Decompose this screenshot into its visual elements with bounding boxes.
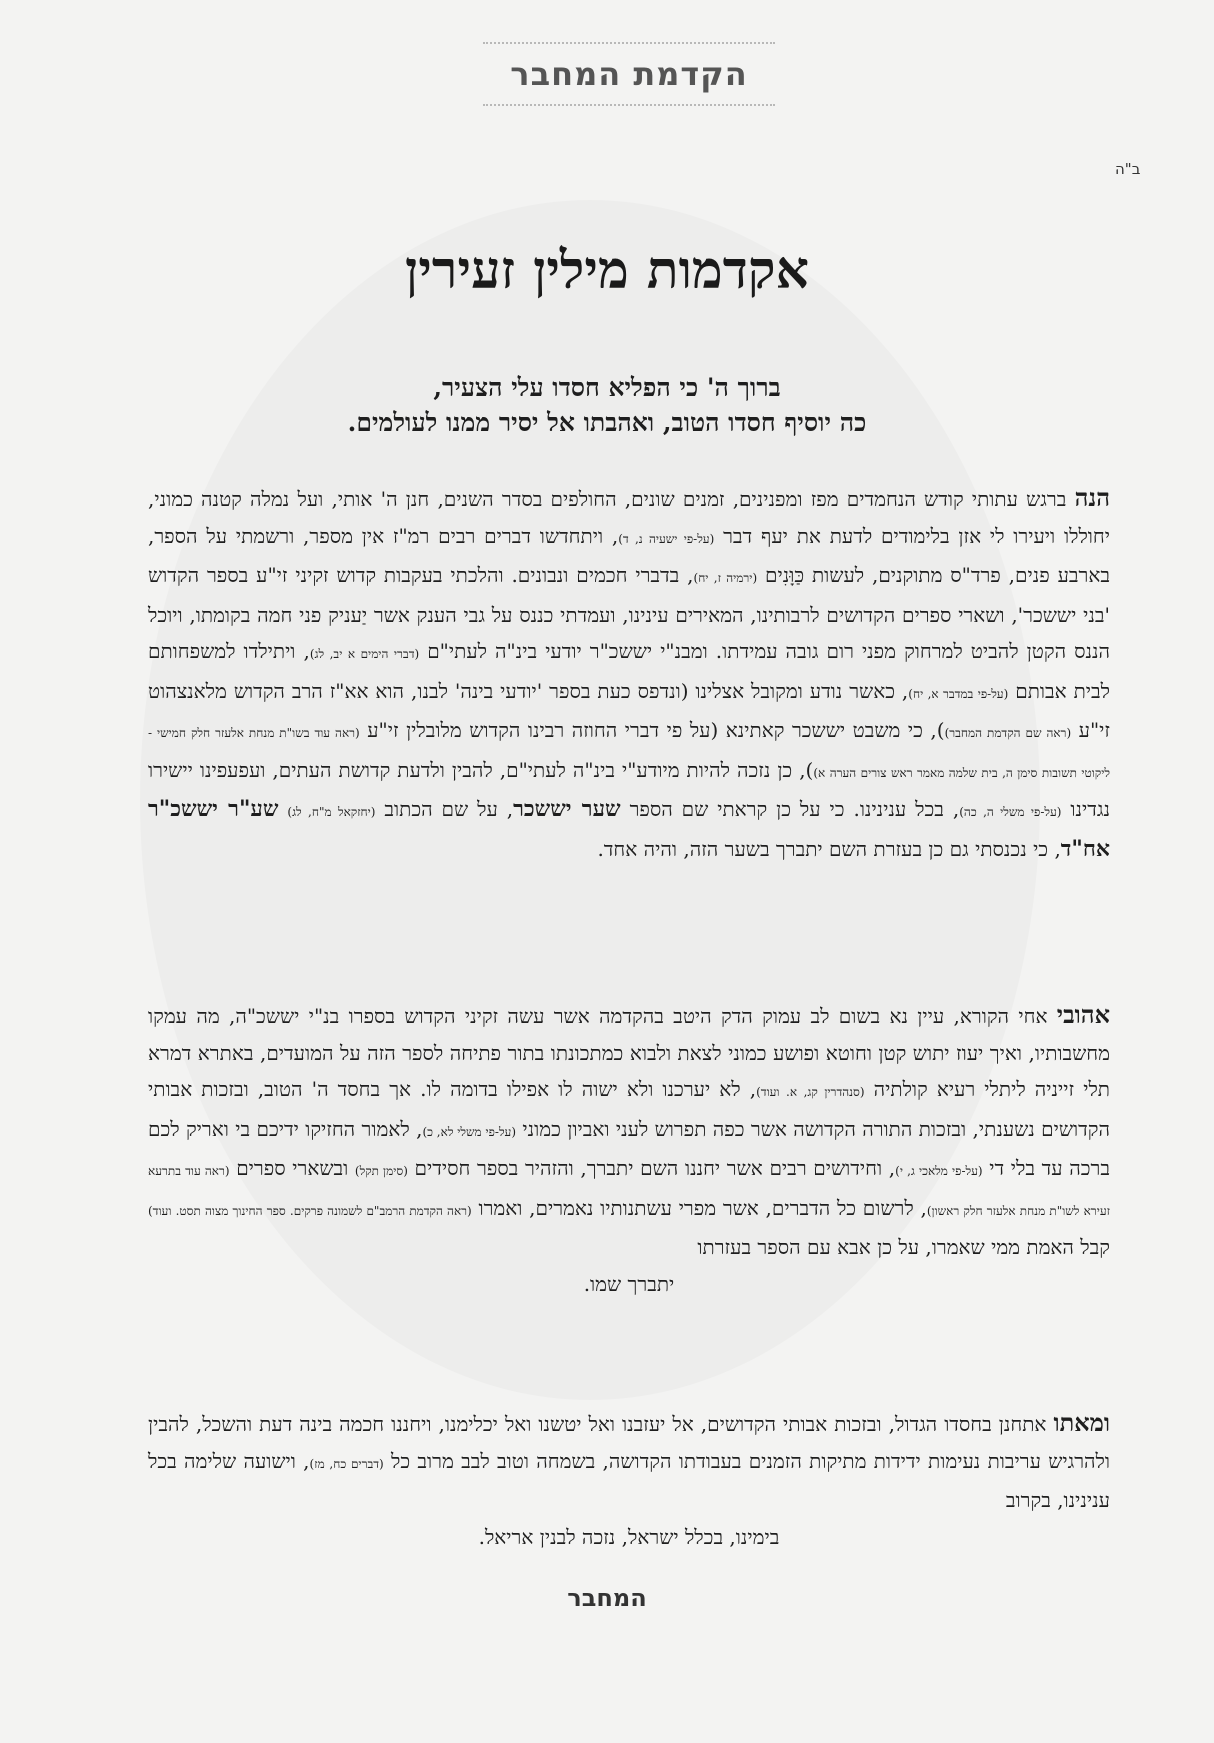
source-citation: (דברי הימים א יב, לג) [309,647,420,661]
corner-mark: ב"ה [1115,160,1141,178]
source-citation: (על-פי במדבר א, יח) [908,686,1009,701]
body-text: , לאמור החזיקו ידיכם בי ואריק לכם ברכה עד בלי די [148,1116,1111,1180]
closing-line: בימינו, בכלל ישראל, נזכה לבנין אריאל. [478,1524,780,1549]
page-title: אקדמות מילין זעירין [405,240,809,301]
body-text: , בכל ענינינו. כי על כן קראתי שם הספר [620,797,960,821]
body-text: ובשארי ספרים [229,1156,355,1180]
body-text: , בדברי חכמים ונבונים. והלכתי בעקבות קדוש זקיני זי"ע בספר הקדוש 'בני יששכר', ושארי ספרים הקדושים לרבותינו, המאירים עינינו, ועמדתי כננס על גבי הענק אשר יַעניק פני חמה בקומתו, ויוכל הננס הקטן להביט למרחוק מפני רום גובה עמידתו. ומבנ"י יששכ"ר יודעי בינ"ה לעתי"ם [148,563,1111,663]
body-text: , ויתילדו למשפחותם לבית אבותם [148,639,1111,703]
body-text: , ויתחדשו דברים רבים רמ"ז אין מספר, ורשמתי על הספר, בארבע פנים, פרד"ס מתוקנים, לעשות כַּוָּנִים [148,523,1110,587]
body-text: , לרשום כל הדברים, אשר מפרי עשתנותיו נאמרים, ואמרו [471,1195,927,1220]
paragraph-1 [148,480,1110,867]
body-text: , וחידושים רבים אשר יחננו השם יתברך, והזהיר בספר חסידים [407,1156,896,1180]
body-text: , לא יערכנו ולא ישוה לו אפילו בדומה לו. אך בחסד ה' הטוב, ובזכות אבותי הקדושים נשענתי, ובזכות התורה הקדושה אשר כפה תפרוש לעני ואביון כמוני [148,1077,1110,1141]
body-text: אתחנן בחסדו הגדול, ובזכות אבותי הקדושים, אל יעזבנו ואל יטשנו ואל יכלימנו, ויחננו חכמה בינה דעת והשכל, להבין ולהרגיש עריבות נעימות ידידות מתיקות הזמנים בעבודתו הקדושה, בשמחה וטוב לבב מרוב כל [148,1412,1110,1473]
opening-verse [0,370,1214,440]
source-citation: (על-פי ישעיה נ, ד) [618,531,715,546]
paragraph-lead-word: הנה [1074,483,1110,512]
body-text: קבל האמת ממי שאמרו, על כן אבא עם הספר בעזרתו [697,1235,1110,1259]
source-citation: (יחזקאל מ"ח, לג) [287,805,376,819]
source-citation: (ראה הקדמת הרמב"ם לשמונה פרקים. ספר החינוך מצוה תסט. ועוד) [148,1203,472,1218]
body-text: אחי הקורא, עיין נא בשום לב עמוק הדק היטב בהקדמה אשר עשה זקיני הקדוש בספרו בנ"י יששכ"ה, מה עמקו מחשבותיו, ואיך יעוז יתוש קטן וחוטא ופושע כמוני לצאת ולבוא כמתכונתו בתור פתיחה לספר הזה על המועדים, באתרא דמרא תלי זייניה ליתלי רעיא קולתיה [148,1004,1110,1101]
source-citation: (ראה עוד בשו"ת מנחת אלעזר חלק חמישי - ליקוטי תשובות סימן ה, בית שלמה מאמר ראש צורים הערה א) [148,726,1110,780]
body-text: , כאשר נודע ומקובל אצלינו (ונדפס כעת בספר 'יודעי בינה' לבנו, הוא אא"ז הרב הקדוש מלאנצהוט זי"ע [148,678,1110,742]
emphasized-text: שע"ר יששכ"ר [148,796,279,822]
source-citation: (סנהדרין קג, א. ועוד) [756,1085,865,1099]
author-signature: המחבר [567,1584,647,1612]
body-text: , על שם הכתוב [375,797,514,821]
body-text: ), כי משבט יששכר קאתינא (על פי דברי החוזה רבינו הקדוש מלובלין זי"ע [359,718,945,742]
source-citation: (ראה עוד בתרעא זעירא לשו"ת מנחת אלעזר חלק ראשון) [148,1164,1110,1218]
paragraph-lead-word: אהובי [1056,1000,1110,1029]
emphasized-text: אח"ד [1060,835,1110,862]
source-citation: (ראה שם הקדמת המחבר) [944,726,1072,740]
source-citation: (על-פי מלאכי ג, י) [895,1164,983,1178]
source-citation: (על-פי משלי לא, כ) [422,1124,517,1139]
emphasized-text: שער יששכר [513,796,621,822]
paragraph-lead-word: ומאתו [1053,1408,1110,1437]
body-text: ברגש עתותי קודש הנחמדים מפז ומפנינים, זמנים שונים, החולפים בסדר השנים, חנן ה' אותי, ועל נמלה קטנה כמוני, יחוללו ויעירו לי אזן בלימודים לדעת את יעף דבר [148,487,1110,548]
section-header [483,42,775,106]
body-text: , וישועה שלימה בכל ענינינו, בקרוב [148,1448,1110,1512]
source-citation: (דברים כח, מז) [309,1456,384,1471]
paragraph-2 [148,997,1110,1302]
closing-line: יתברך שמו. [583,1271,675,1296]
body-text: ), כן נזכה להיות מיודע"י בינ"ה לעתי"ם, להבין ולדעת קדושת העתים, ועפעפינו יישירו נגדינו [148,757,1110,821]
section-title: הקדמת המחבר [510,55,748,93]
opening-line-1: ברוך ה' כי הפליא חסדו עלי הצעיר, [433,373,781,402]
body-text: , כי נכנסתי גם כן בעזרת השם יתברך בשער הזה, והיה אחד. [597,836,1061,861]
source-citation: (סימן תקל) [354,1164,408,1178]
paragraph-3 [148,1405,1110,1555]
source-citation: (ירמיה ז, יח) [693,571,758,585]
opening-line-2: כה יוסיף חסדו הטוב, ואהבתו אל יסיר ממנו לעולמים. [347,408,867,437]
source-citation: (על-פי משלי ה, כה) [959,805,1062,819]
